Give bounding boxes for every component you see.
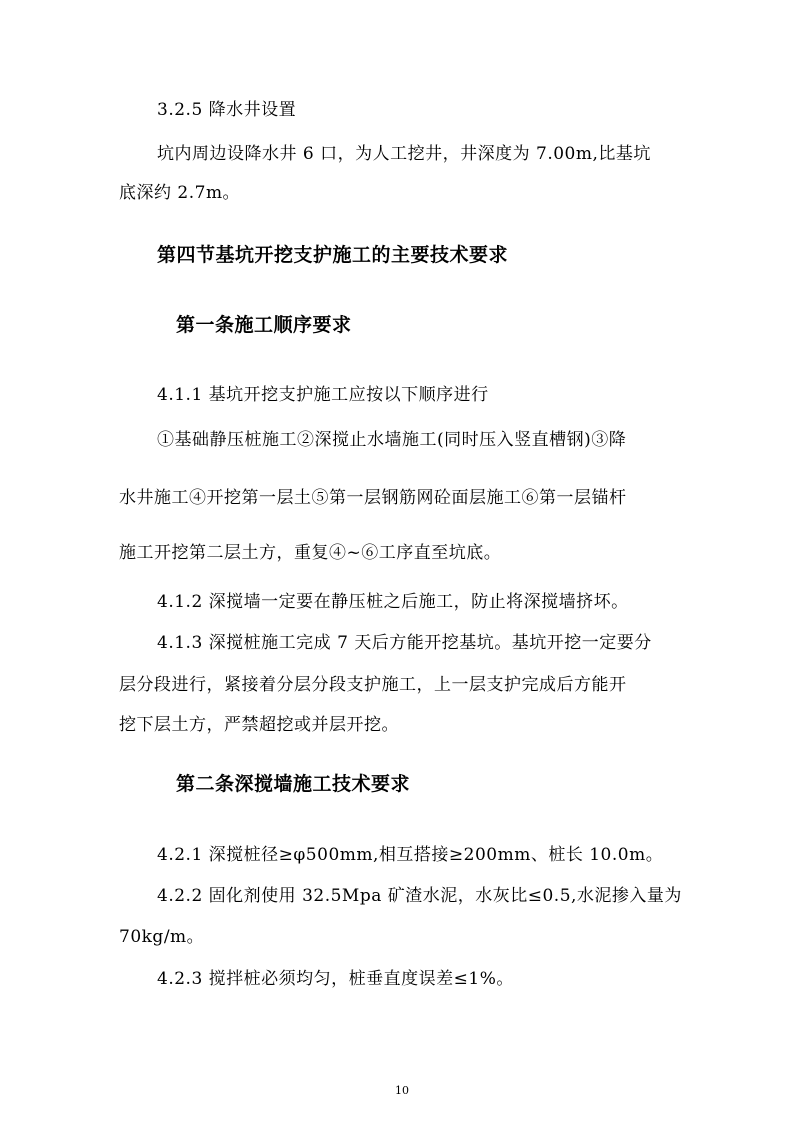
clause-4-2-1: 4.2.1 深搅桩径≥φ500mm,相互搭接≥200mm、桩长 10.0m。 — [157, 845, 664, 865]
clause-4-2-2: 4.2.2 固化剂使用 32.5Mpa 矿渣水泥，水灰比≤0.5,水泥掺入量为 — [157, 886, 682, 906]
section-heading: 第四节基坑开挖支护施工的主要技术要求 — [157, 244, 509, 266]
clause-4-1-3-line: 挖下层土方，严禁超挖或并层开挖。 — [119, 715, 399, 735]
article-heading: 第一条施工顺序要求 — [176, 314, 352, 336]
clause-4-1-3-line: 层分段进行，紧接着分层分段支护施工，上一层支护完成后方能开 — [119, 675, 627, 695]
clause-4-1-2: 4.1.2 深搅墙一定要在静压桩之后施工，防止将深搅墙挤坏。 — [157, 592, 629, 612]
clause-4-2-3: 4.2.3 搅拌桩必须均匀，桩垂直度误差≤1%。 — [157, 969, 514, 989]
sequence-line: 水井施工④开挖第一层土⑤第一层钢筋网砼面层施工⑥第一层锚杆 — [119, 488, 627, 508]
paragraph-line: 坑内周边设降水井 6 口，为人工挖井，井深度为 7.00m,比基坑 — [157, 144, 651, 164]
clause-4-2-2-line: 70kg/m。 — [119, 927, 205, 947]
sequence-line: 施工开挖第二层土方，重复④~⑥工序直至坑底。 — [119, 543, 502, 563]
subsection-title-3-2-5: 3.2.5 降水井设置 — [157, 100, 297, 120]
sequence-line: ①基础静压桩施工②深搅止水墙施工(同时压入竖直槽钢)③降 — [157, 430, 627, 450]
clause-4-1-1: 4.1.1 基坑开挖支护施工应按以下顺序进行 — [157, 385, 489, 405]
article-heading: 第二条深搅墙施工技术要求 — [176, 773, 411, 795]
clause-4-1-3: 4.1.3 深搅桩施工完成 7 天后方能开挖基坑。基坑开挖一定要分 — [157, 633, 652, 653]
page-number: 10 — [395, 1084, 409, 1097]
paragraph-line: 底深约 2.7m。 — [119, 183, 241, 203]
